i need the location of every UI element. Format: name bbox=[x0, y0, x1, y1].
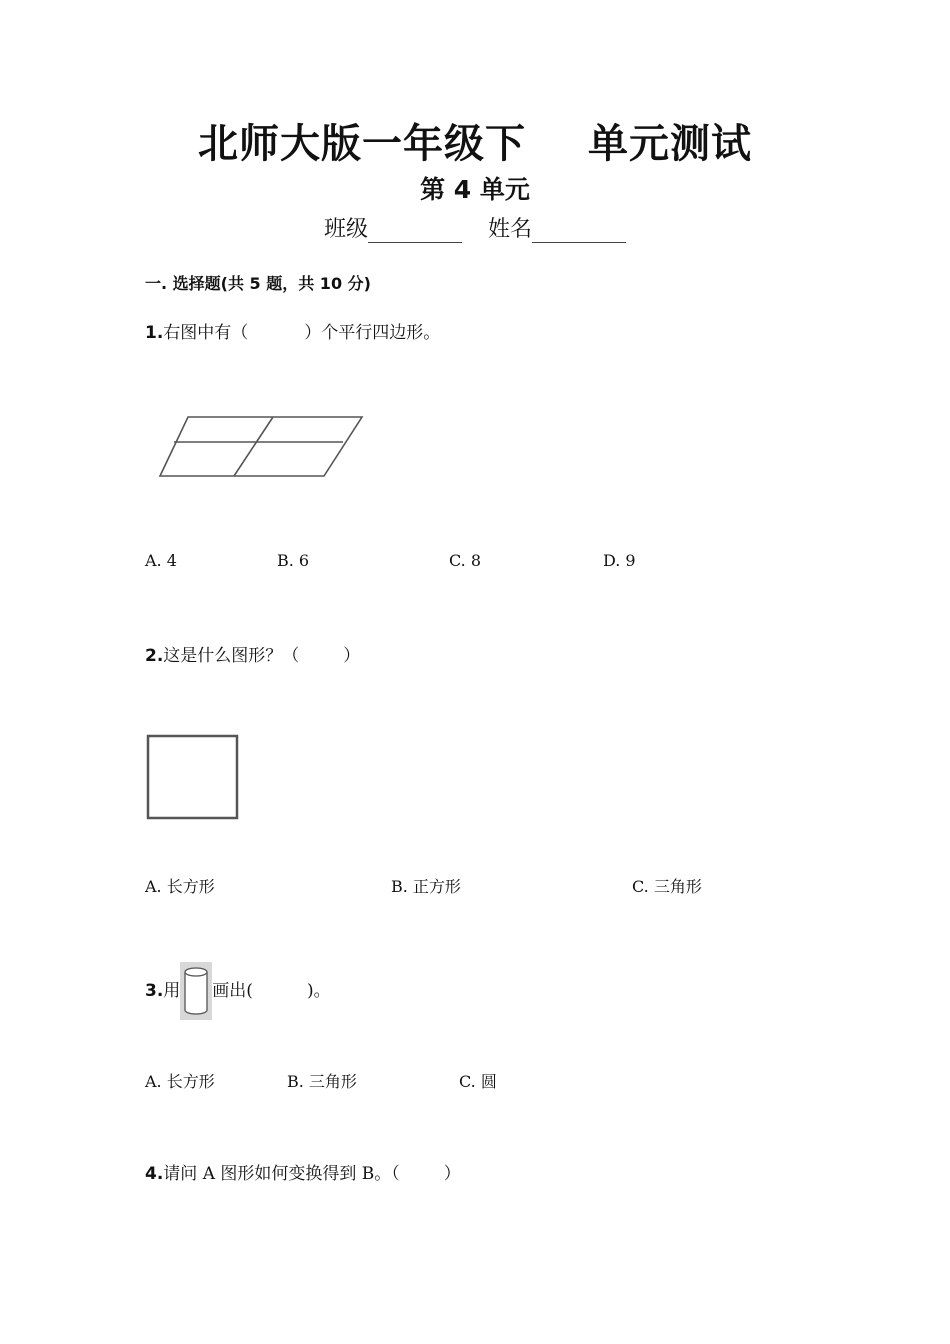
name-label: 姓名 bbox=[488, 217, 533, 242]
unit-subtitle: 第 4 单元 bbox=[420, 175, 530, 204]
title-left: 北师大版一年级下 bbox=[198, 121, 526, 167]
title-right: 单元测试 bbox=[588, 121, 752, 167]
q1-option-a[interactable]: A. 4 bbox=[145, 551, 177, 570]
question-number: 3. bbox=[145, 981, 164, 1001]
q1-option-c[interactable]: C. 8 bbox=[449, 551, 482, 570]
class-label: 班级 bbox=[323, 217, 368, 242]
outer-parallelogram bbox=[160, 417, 362, 476]
question-text-end: )。 bbox=[306, 981, 331, 1001]
q3-option-b[interactable]: B. 三角形 bbox=[287, 1072, 357, 1091]
q3-option-c[interactable]: C. 圆 bbox=[459, 1072, 497, 1091]
q2-option-a[interactable]: A. 长方形 bbox=[145, 877, 215, 896]
student-info-line bbox=[0, 212, 950, 243]
slanted-divider bbox=[234, 417, 273, 476]
square-figure bbox=[145, 733, 241, 821]
question-text-mid: 画出( bbox=[212, 981, 253, 1001]
question-text: 请问 A 图形如何变换得到 B。（ bbox=[163, 1164, 400, 1184]
q1-option-b[interactable]: B. 6 bbox=[277, 551, 310, 570]
question-2 bbox=[145, 641, 360, 666]
question-text: 这是什么图形？（ bbox=[163, 646, 300, 666]
question-text-end: ）个平行四边形。 bbox=[304, 323, 441, 343]
question-3 bbox=[145, 976, 331, 1001]
name-blank[interactable] bbox=[532, 220, 626, 243]
question-number: 4. bbox=[145, 1164, 164, 1184]
question-text-end: ） bbox=[443, 1164, 461, 1184]
q2-option-b[interactable]: B. 正方形 bbox=[391, 877, 461, 896]
question-1 bbox=[145, 318, 440, 343]
section-heading: 一. 选择题(共 5 题，共 10 分) bbox=[145, 274, 371, 293]
square-shape bbox=[148, 736, 237, 818]
question-text: 右图中有（ bbox=[163, 323, 249, 343]
cylinder-icon bbox=[180, 962, 212, 1020]
question-number: 1. bbox=[145, 323, 164, 343]
q2-option-c[interactable]: C. 三角形 bbox=[632, 877, 702, 896]
q3-option-a[interactable]: A. 长方形 bbox=[145, 1072, 215, 1091]
question-4 bbox=[145, 1159, 461, 1184]
class-blank[interactable] bbox=[368, 220, 462, 243]
question-text-end: ） bbox=[343, 646, 361, 666]
q1-option-d[interactable]: D. 9 bbox=[603, 551, 636, 570]
question-text: 用 bbox=[163, 981, 181, 1001]
page-title bbox=[0, 112, 950, 169]
parallelogram-grid-figure bbox=[150, 410, 370, 484]
question-number: 2. bbox=[145, 646, 164, 666]
